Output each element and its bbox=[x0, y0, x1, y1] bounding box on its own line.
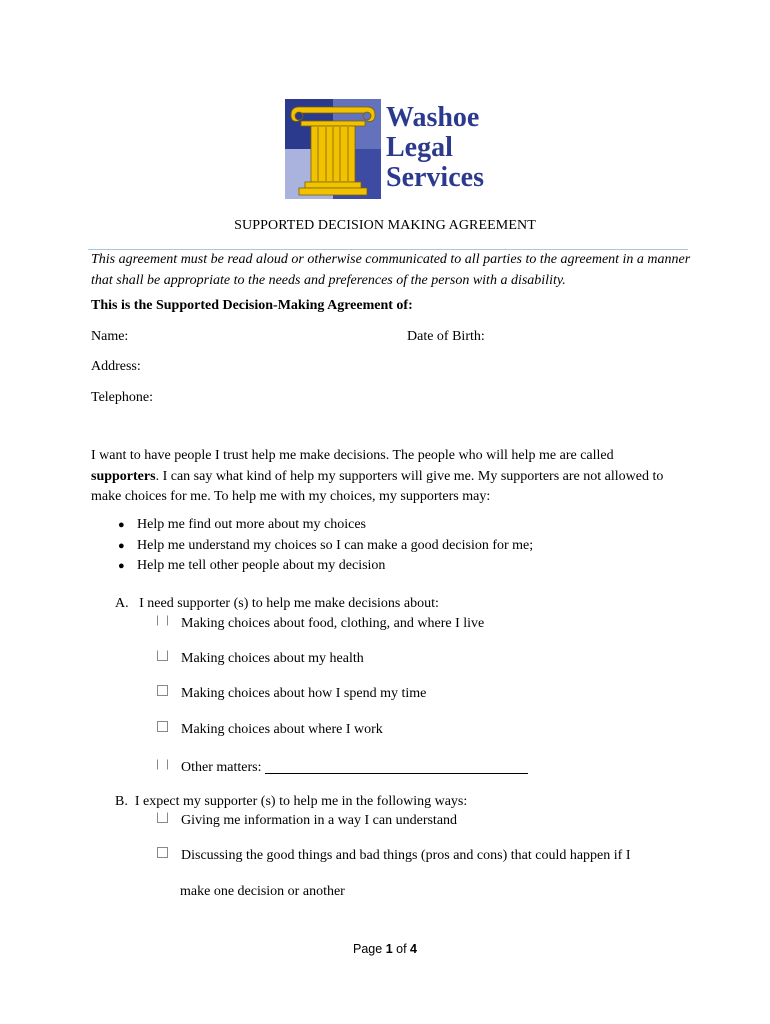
checkbox-icon[interactable] bbox=[157, 759, 168, 770]
washoe-legal-services-logo bbox=[285, 99, 495, 199]
option-label: Giving me information in a way I can understand bbox=[181, 813, 458, 828]
supporters-paragraph bbox=[91, 446, 666, 508]
bullet-icon: ● bbox=[118, 519, 125, 531]
of-word: of bbox=[396, 942, 407, 956]
other-matters-blank-line[interactable] bbox=[265, 761, 528, 774]
checkbox-icon[interactable] bbox=[157, 847, 168, 858]
checkbox-icon[interactable] bbox=[157, 650, 168, 661]
option-where-work[interactable] bbox=[157, 720, 383, 740]
option-label: Making choices about my health bbox=[181, 651, 364, 666]
paragraph-text-start: I want to have people I trust help me make decisions. The people who will help me are called bbox=[91, 448, 614, 463]
address-label: Address: bbox=[91, 359, 141, 374]
current-page: 1 bbox=[385, 942, 393, 956]
section-b-heading bbox=[115, 792, 467, 812]
section-a-letter: A. bbox=[115, 596, 129, 611]
document-title: SUPPORTED DECISION MAKING AGREEMENT bbox=[234, 218, 536, 233]
checkbox-icon[interactable] bbox=[157, 615, 168, 626]
logo-line-3: Services bbox=[386, 162, 484, 193]
option-food-clothing-home[interactable] bbox=[157, 614, 484, 634]
logo-line-1: Washoe bbox=[386, 102, 480, 133]
section-a-heading bbox=[115, 594, 439, 614]
checkbox-icon[interactable] bbox=[157, 685, 168, 696]
option-other-matters[interactable] bbox=[157, 758, 528, 778]
section-a-text: I need supporter (s) to help me make decisions about: bbox=[139, 596, 439, 611]
logo-line-2: Legal bbox=[386, 132, 453, 163]
option-pros-cons-continuation: make one decision or another bbox=[180, 884, 345, 899]
option-label: Making choices about food, clothing, and where I live bbox=[181, 616, 485, 631]
option-information[interactable] bbox=[157, 811, 457, 831]
telephone-label: Telephone: bbox=[91, 390, 153, 405]
bullet-icon: ● bbox=[118, 560, 125, 572]
logo-wordmark bbox=[386, 103, 484, 193]
page-word: Page bbox=[353, 942, 383, 956]
supporters-term: supporters bbox=[91, 468, 156, 484]
section-b-letter: B. bbox=[115, 794, 128, 809]
total-pages: 4 bbox=[410, 942, 417, 956]
paragraph-text-end: . I can say what kind of help my supporters will give me. My supporters are not allowed to make choices for me. To help me with my choices, my supporters may: bbox=[91, 468, 664, 504]
intro-notice: This agreement must be read aloud or otherwise communicated to all parties to the agreement in a manner that shall be appropriate to the needs and preferences of the person with a disability. bbox=[91, 252, 691, 288]
option-label: Discussing the good things and bad things (pros and cons) that could happen if I bbox=[181, 848, 631, 863]
name-label: Name: bbox=[91, 329, 129, 344]
option-label: Making choices about how I spend my time bbox=[181, 686, 427, 701]
list-item-text: Help me find out more about my choices bbox=[137, 517, 366, 532]
option-label: Other matters: bbox=[181, 760, 262, 775]
option-label: Making choices about where I work bbox=[181, 722, 383, 737]
section-b-text: I expect my supporter (s) to help me in the following ways: bbox=[134, 794, 468, 809]
list-item-text: Help me understand my choices so I can make a good decision for me; bbox=[137, 537, 534, 553]
checkbox-icon[interactable] bbox=[157, 812, 168, 823]
date-of-birth-label: Date of Birth: bbox=[407, 329, 485, 344]
option-health[interactable] bbox=[157, 649, 364, 669]
page-number bbox=[0, 942, 770, 956]
bullet-icon: ● bbox=[118, 539, 125, 552]
option-spend-time[interactable] bbox=[157, 684, 426, 704]
checkbox-icon[interactable] bbox=[157, 721, 168, 732]
agreement-heading: This is the Supported Decision-Making Agreement of: bbox=[91, 298, 413, 313]
logo-mark bbox=[285, 99, 381, 199]
column-icon bbox=[285, 99, 381, 199]
option-pros-cons[interactable] bbox=[157, 846, 630, 866]
list-item-text: Help me tell other people about my decision bbox=[137, 558, 386, 573]
